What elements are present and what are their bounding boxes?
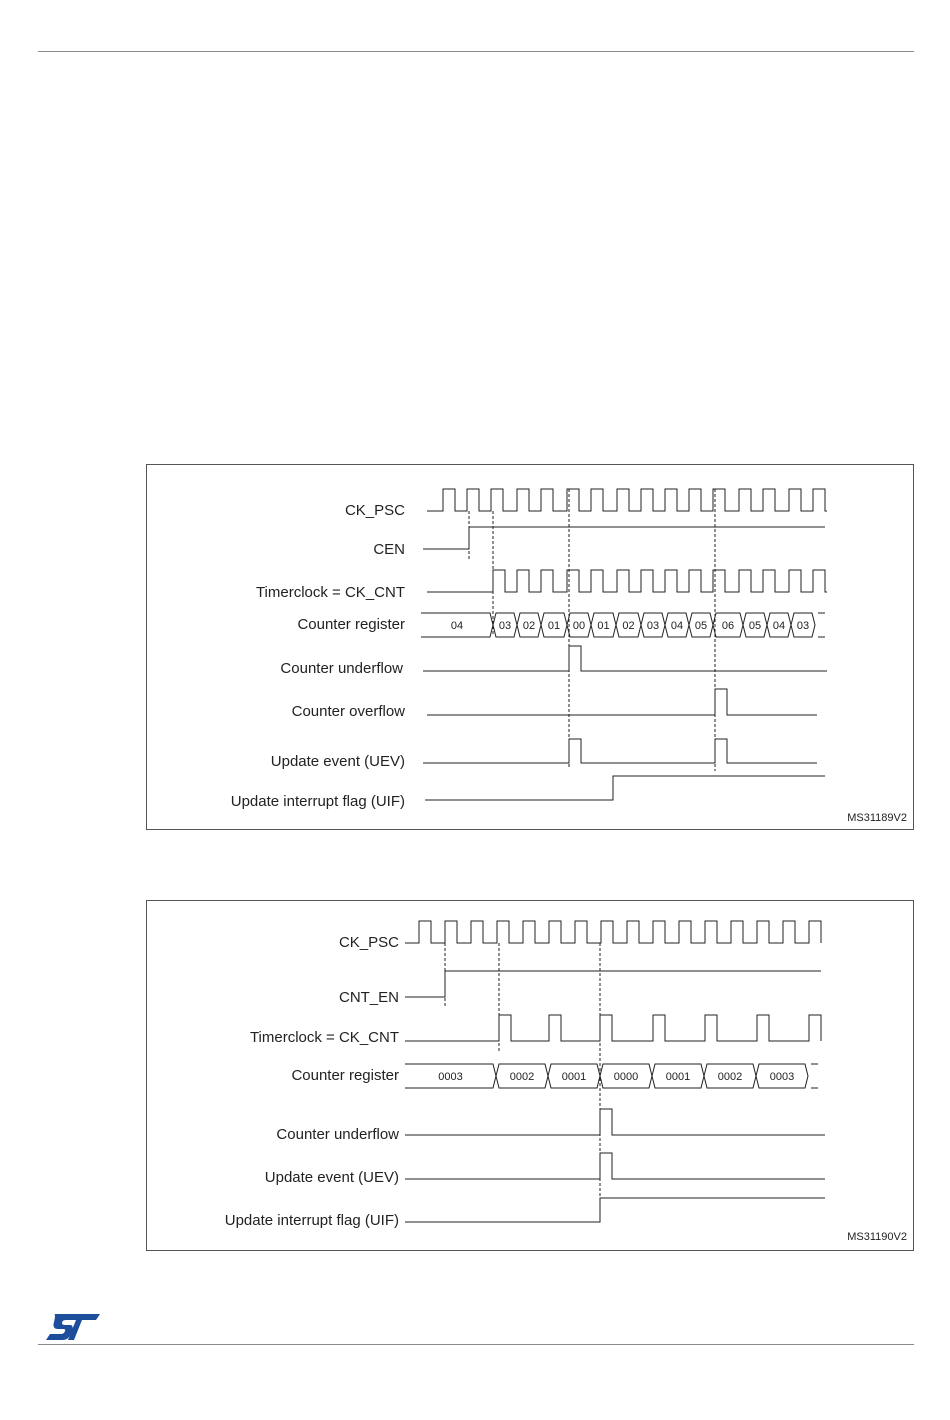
counter-cell-value: 0003 (769, 1071, 795, 1083)
figure-id-2: MS31190V2 (847, 1231, 907, 1243)
counter-cell-value: 02 (622, 620, 635, 632)
counter-register-2-bus (405, 1064, 818, 1088)
counter-cell-tail (818, 613, 825, 637)
label-update-event: Update event (UEV) (270, 753, 405, 770)
label-timerclock: Timerclock = CK_CNT (255, 584, 405, 601)
timing-diagram-2-svg (147, 901, 913, 1250)
timing-diagram-1-svg (147, 465, 913, 829)
label-counter-register-2: Counter register (291, 1067, 399, 1084)
label-counter-underflow-2: Counter underflow (276, 1126, 399, 1143)
uev-1-waveform (423, 739, 817, 763)
counter-cell-value: 00 (572, 620, 586, 632)
counter-cell-value: 03 (498, 620, 512, 632)
counter-cell-value: 04 (670, 620, 684, 632)
counter-underflow-2-waveform (405, 1109, 825, 1135)
counter-cell-value: 0001 (561, 1071, 587, 1083)
counter-cell-value: 06 (721, 620, 735, 632)
counter-cell-value: 0000 (613, 1071, 639, 1083)
cnt-en-waveform (405, 971, 821, 997)
counter-cell-value: 01 (597, 620, 610, 632)
counter-overflow-waveform (427, 689, 817, 715)
counter-cell-value: 0002 (509, 1071, 535, 1083)
label-update-event-2: Update event (UEV) (264, 1169, 399, 1186)
counter-underflow-1-waveform (423, 646, 827, 671)
label-counter-underflow: Counter underflow (280, 660, 403, 677)
label-ck-psc: CK_PSC (344, 502, 405, 519)
counter-cell-value: 03 (796, 620, 810, 632)
timerclock-2-waveform (405, 1015, 821, 1041)
timing-diagram-2 (146, 900, 914, 1251)
figure-id: MS31189V2 (847, 812, 907, 824)
counter-cell-value: 05 (694, 620, 708, 632)
counter-cell-tail (811, 1064, 818, 1088)
label-ck-psc-2: CK_PSC (338, 934, 399, 951)
timing-diagram-1 (146, 464, 914, 830)
counter-cell-value: 0003 (438, 1071, 463, 1083)
ck-psc-2-waveform (405, 921, 821, 943)
label-counter-register: Counter register (297, 616, 405, 633)
footer-rule (38, 1344, 914, 1345)
counter-cell-value: 04 (450, 620, 464, 632)
label-counter-overflow: Counter overflow (291, 703, 405, 720)
st-logo (44, 1312, 102, 1347)
cen-waveform (423, 527, 825, 549)
counter-cell-value: 02 (522, 620, 536, 632)
label-timerclock-2: Timerclock = CK_CNT (249, 1029, 399, 1046)
ck-psc-waveform (427, 489, 827, 511)
counter-cell-value: 0001 (665, 1071, 691, 1083)
uif-2-waveform (405, 1198, 825, 1222)
counter-cell-value: 0002 (717, 1071, 743, 1083)
uev-2-waveform (405, 1153, 825, 1179)
counter-cell-value: 05 (748, 620, 762, 632)
label-cnt-en: CNT_EN (338, 989, 399, 1006)
header-rule (38, 51, 914, 52)
uif-1-waveform (425, 776, 825, 800)
label-cen: CEN (373, 541, 405, 558)
timerclock-1-waveform (427, 570, 827, 592)
counter-cell-value: 03 (646, 620, 660, 632)
label-uif-2: Update interrupt flag (UIF) (224, 1212, 399, 1229)
counter-register-1-bus (421, 613, 825, 637)
counter-cell-value: 01 (547, 620, 561, 632)
st-logo-svg (44, 1312, 102, 1342)
counter-cell-value: 04 (772, 620, 786, 632)
label-uif: Update interrupt flag (UIF) (230, 793, 405, 810)
